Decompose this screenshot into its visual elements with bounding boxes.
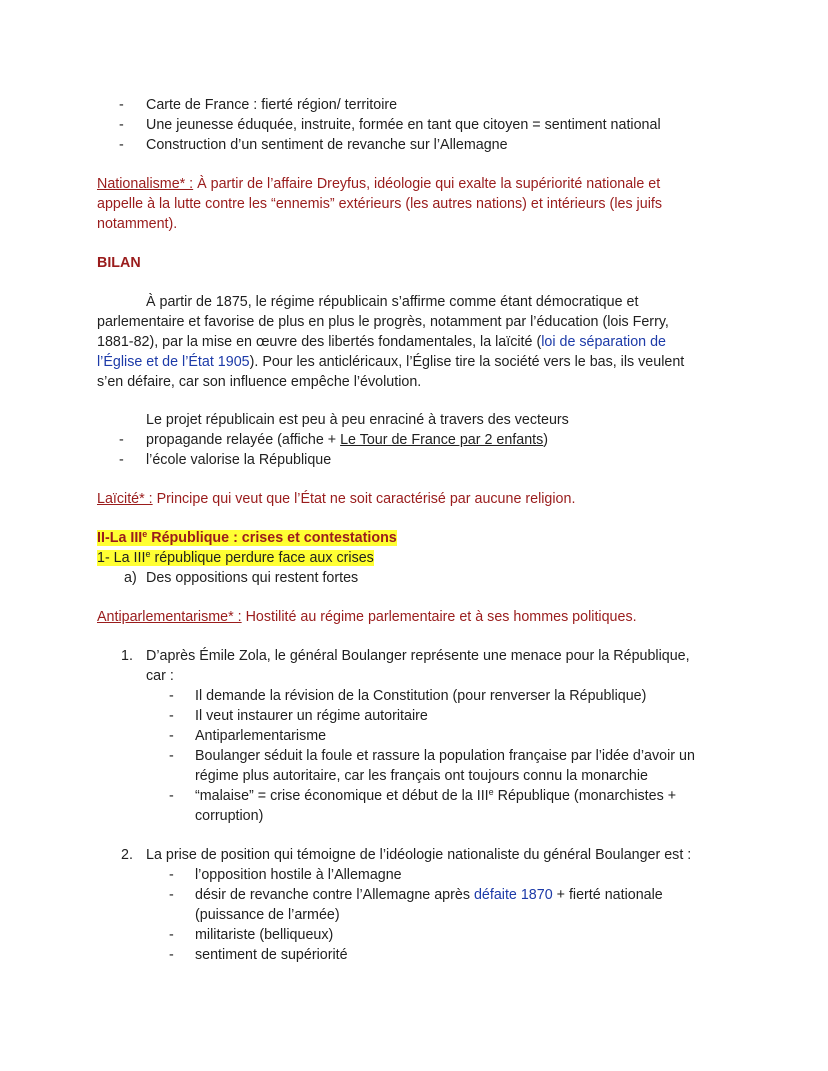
- text-segment: propagande relayée (affiche +: [146, 432, 341, 448]
- bullet-propagande: [146, 431, 548, 450]
- link-loi-separation[interactable]: loi de séparation de: [541, 334, 667, 350]
- bullet-dash: -: [169, 728, 174, 744]
- bilan-paragraph-line1: À partir de 1875, le régime républicain s’affirme comme étant démocratique et: [146, 294, 639, 310]
- bullet-dash: -: [169, 887, 174, 903]
- bullet-dash: -: [169, 708, 174, 724]
- bullet-dash: -: [169, 688, 174, 704]
- superscript: e: [145, 549, 151, 559]
- q2-bullet-revanche: [195, 886, 663, 905]
- heading-text: II-La III: [97, 530, 143, 546]
- bullet-carte: Carte de France : fierté région/ territoire: [146, 97, 398, 113]
- link-eglise-etat[interactable]: l’Église et de l’État 1905: [97, 354, 250, 370]
- q2-bullet-revanche-line2: (puissance de l’armée): [195, 907, 340, 923]
- bullet-dash: -: [119, 432, 124, 448]
- q1-bullet-foule-line2: régime plus autoritaire, car les français ont toujours connu la monarchie: [195, 768, 648, 784]
- heading-text: 1- La III: [97, 550, 146, 566]
- bilan-paragraph-line3: [97, 333, 666, 352]
- bullet-dash: -: [119, 452, 124, 468]
- term-laicite: Laïcité* :: [97, 491, 153, 507]
- text-segment: désir de revanche contre l’Allemagne après: [195, 887, 474, 903]
- book-title-tour-de-france: Le Tour de France par 2 enfants: [340, 432, 544, 448]
- subsection-a-title: Des oppositions qui restent fortes: [146, 570, 359, 586]
- q1-bullet-malaise: [195, 787, 676, 806]
- bilan-paragraph-line4: [97, 353, 684, 372]
- q2-bullet-superiorite: sentiment de supériorité: [195, 947, 348, 963]
- section-title-bilan: BILAN: [97, 255, 141, 271]
- text-segment: “malaise” = crise économique et début de la III: [195, 788, 489, 804]
- subsection-heading-1: [97, 549, 374, 568]
- q1-line2: car :: [146, 668, 174, 684]
- bullet-dash: -: [169, 927, 174, 943]
- bullet-ecole: l’école valorise la République: [146, 452, 332, 468]
- link-defaite-1870[interactable]: défaite 1870: [473, 887, 553, 903]
- q2-bullet-opposition: l’opposition hostile à l’Allemagne: [195, 867, 402, 883]
- bullet-dash: -: [169, 947, 174, 963]
- q1-line1: D’après Émile Zola, le général Boulanger représente une menace pour la République,: [146, 648, 690, 664]
- bullet-jeunesse: Une jeunesse éduquée, instruite, formée en tant que citoyen = sentiment national: [146, 117, 661, 133]
- bilan-paragraph-line5: s’en défaire, car son influence empêche l’évolution.: [97, 374, 422, 390]
- superscript: e: [488, 787, 494, 797]
- term-nationalisme: Nationalisme* :: [97, 176, 194, 192]
- bullet-dash: -: [169, 788, 174, 804]
- text-segment: 1881-82), par la mise en œuvre des libertés fondamentales, la laïcité (: [97, 334, 542, 350]
- text-segment: République (monarchistes +: [493, 788, 677, 804]
- q2-line1: La prise de position qui témoigne de l’idéologie nationaliste du général Boulanger est :: [146, 847, 692, 863]
- bullet-dash: -: [119, 137, 124, 153]
- bullet-dash: -: [119, 97, 124, 113]
- q1-bullet-foule-line1: Boulanger séduit la foule et rassure la population française par l’idée d’avoir un: [195, 748, 695, 764]
- definition-nationalisme: [97, 175, 660, 194]
- definition-nationalisme-line3: notamment).: [97, 216, 178, 232]
- section-heading-2: [97, 529, 397, 548]
- text-segment: ). Pour les anticléricaux, l’Église tire la société vers le bas, ils veulent: [249, 354, 685, 370]
- bullet-dash: -: [169, 748, 174, 764]
- term-antiparlementarisme: Antiparlementarisme* :: [97, 609, 242, 625]
- q1-bullet-autoritaire: Il veut instaurer un régime autoritaire: [195, 708, 428, 724]
- definition-laicite: [97, 490, 575, 509]
- q1-bullet-antiparl: Antiparlementarisme: [195, 728, 327, 744]
- list-marker-a: a): [124, 570, 137, 586]
- definition-nationalisme-line2: appelle à la lutte contre les “ennemis” extérieurs (les autres nations) et intérieurs (les juifs: [97, 196, 662, 212]
- q1-bullet-revision: Il demande la révision de la Constitution (pour renverser la République): [195, 688, 647, 704]
- bilan-paragraph2: Le projet républicain est peu à peu enraciné à travers des vecteurs: [146, 412, 569, 428]
- definition-text: Principe qui veut que l’État ne soit caractérisé par aucune religion.: [152, 491, 576, 507]
- text-segment: + fierté nationale: [552, 887, 663, 903]
- bullet-revanche: Construction d’un sentiment de revanche sur l’Allemagne: [146, 137, 508, 153]
- bullet-dash: -: [119, 117, 124, 133]
- numbered-marker-2: 2.: [121, 847, 133, 863]
- numbered-marker-1: 1.: [121, 648, 133, 664]
- bullet-dash: -: [169, 867, 174, 883]
- definition-text: À partir de l’affaire Dreyfus, idéologie qui exalte la supériorité nationale et: [193, 176, 661, 192]
- bilan-paragraph-line2: parlementaire et favorise de plus en plus le progrès, notamment par l’éducation (lois Ferry,: [97, 314, 669, 330]
- heading-text: république perdure face aux crises: [150, 550, 374, 566]
- heading-text: République : crises et contestations: [147, 530, 397, 546]
- q1-bullet-malaise-line2: corruption): [195, 808, 264, 824]
- superscript: e: [142, 529, 148, 539]
- q2-bullet-militariste: militariste (belliqueux): [195, 927, 334, 943]
- definition-text: Hostilité au régime parlementaire et à ses hommes politiques.: [241, 609, 637, 625]
- definition-antiparlementarisme: [97, 608, 637, 627]
- text-segment: ): [543, 432, 549, 448]
